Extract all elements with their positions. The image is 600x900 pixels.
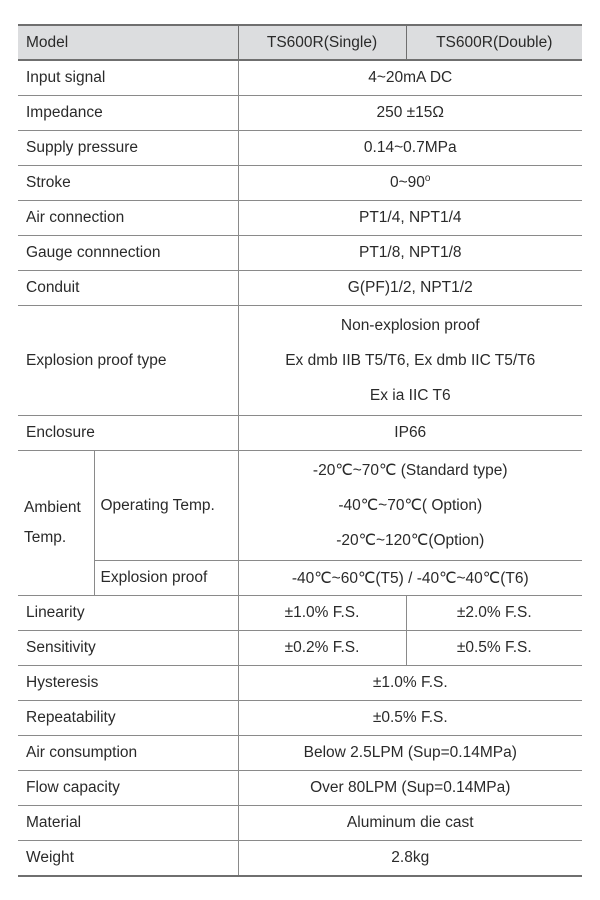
value-sensitivity-single: ±0.2% F.S. xyxy=(238,631,406,666)
label-ambient-temp xyxy=(18,451,94,596)
row-explosion-proof-type xyxy=(18,306,582,416)
row-gauge-connection xyxy=(18,236,582,271)
value-air-connection: PT1/4, NPT1/4 xyxy=(238,201,582,236)
value-sensitivity-double: ±0.5% F.S. xyxy=(406,631,582,666)
operating-temp-line: -20℃~70℃ (Standard type) xyxy=(312,462,508,479)
row-repeatability xyxy=(18,701,582,736)
label-flow-capacity: Flow capacity xyxy=(18,771,238,806)
value-repeatability: ±0.5% F.S. xyxy=(238,701,582,736)
spec-table-container xyxy=(18,24,582,877)
label-input-signal: Input signal xyxy=(18,60,238,96)
row-input-signal xyxy=(18,60,582,96)
label-ambient-line1: Ambient xyxy=(24,499,81,516)
header-row xyxy=(18,25,582,60)
value-air-consumption: Below 2.5LPM (Sup=0.14MPa) xyxy=(238,736,582,771)
value-linearity-double: ±2.0% F.S. xyxy=(406,596,582,631)
value-weight: 2.8kg xyxy=(238,841,582,877)
row-weight xyxy=(18,841,582,877)
row-sensitivity xyxy=(18,631,582,666)
label-explosion-proof-temp: Explosion proof xyxy=(94,561,238,596)
value-hysteresis: ±1.0% F.S. xyxy=(238,666,582,701)
value-explosion-proof-temp: -40℃~60℃(T5) / -40℃~40℃(T6) xyxy=(238,561,582,596)
label-stroke: Stroke xyxy=(18,166,238,201)
label-repeatability: Repeatability xyxy=(18,701,238,736)
label-conduit: Conduit xyxy=(18,271,238,306)
row-ambient-explosion xyxy=(18,561,582,596)
value-stroke-degree: o xyxy=(424,173,431,185)
label-air-consumption: Air consumption xyxy=(18,736,238,771)
label-explosion-proof-type: Explosion proof type xyxy=(18,306,238,416)
value-conduit: G(PF)1/2, NPT1/2 xyxy=(238,271,582,306)
row-hysteresis xyxy=(18,666,582,701)
value-enclosure: IP66 xyxy=(238,416,582,451)
row-material xyxy=(18,806,582,841)
label-operating-temp: Operating Temp. xyxy=(94,451,238,561)
value-linearity-single: ±1.0% F.S. xyxy=(238,596,406,631)
label-impedance: Impedance xyxy=(18,96,238,131)
row-supply-pressure xyxy=(18,131,582,166)
value-operating-temp xyxy=(238,451,582,561)
row-conduit xyxy=(18,271,582,306)
header-double: TS600R(Double) xyxy=(406,25,582,60)
label-hysteresis: Hysteresis xyxy=(18,666,238,701)
value-flow-capacity: Over 80LPM (Sup=0.14MPa) xyxy=(238,771,582,806)
explosion-type-line: Ex dmb IIB T5/T6, Ex dmb IIC T5/T6 xyxy=(285,352,536,369)
label-enclosure: Enclosure xyxy=(18,416,238,451)
row-flow-capacity xyxy=(18,771,582,806)
value-stroke-text: 0~90 xyxy=(390,174,425,192)
operating-temp-line: -20℃~120℃(Option) xyxy=(336,532,485,549)
row-ambient-operating xyxy=(18,451,582,561)
explosion-type-line: Non-explosion proof xyxy=(340,317,480,334)
label-ambient-line2: Temp. xyxy=(24,529,67,546)
label-weight: Weight xyxy=(18,841,238,877)
value-stroke xyxy=(238,166,582,201)
header-model: Model xyxy=(18,25,238,60)
operating-temp-line: -40℃~70℃( Option) xyxy=(338,497,483,514)
value-input-signal: 4~20mA DC xyxy=(238,60,582,96)
row-enclosure xyxy=(18,416,582,451)
row-stroke xyxy=(18,166,582,201)
label-sensitivity: Sensitivity xyxy=(18,631,238,666)
label-supply-pressure: Supply pressure xyxy=(18,131,238,166)
row-linearity xyxy=(18,596,582,631)
row-air-connection xyxy=(18,201,582,236)
label-material: Material xyxy=(18,806,238,841)
explosion-type-line: Ex ia IIC T6 xyxy=(369,387,451,404)
value-explosion-proof-type xyxy=(238,306,582,416)
value-supply-pressure: 0.14~0.7MPa xyxy=(238,131,582,166)
label-gauge-connection: Gauge connnection xyxy=(18,236,238,271)
spec-table xyxy=(18,24,582,877)
header-single: TS600R(Single) xyxy=(238,25,406,60)
value-material: Aluminum die cast xyxy=(238,806,582,841)
value-impedance: 250 ±15Ω xyxy=(238,96,582,131)
label-air-connection: Air connection xyxy=(18,201,238,236)
value-gauge-connection: PT1/8, NPT1/8 xyxy=(238,236,582,271)
row-impedance xyxy=(18,96,582,131)
row-air-consumption xyxy=(18,736,582,771)
label-linearity: Linearity xyxy=(18,596,238,631)
